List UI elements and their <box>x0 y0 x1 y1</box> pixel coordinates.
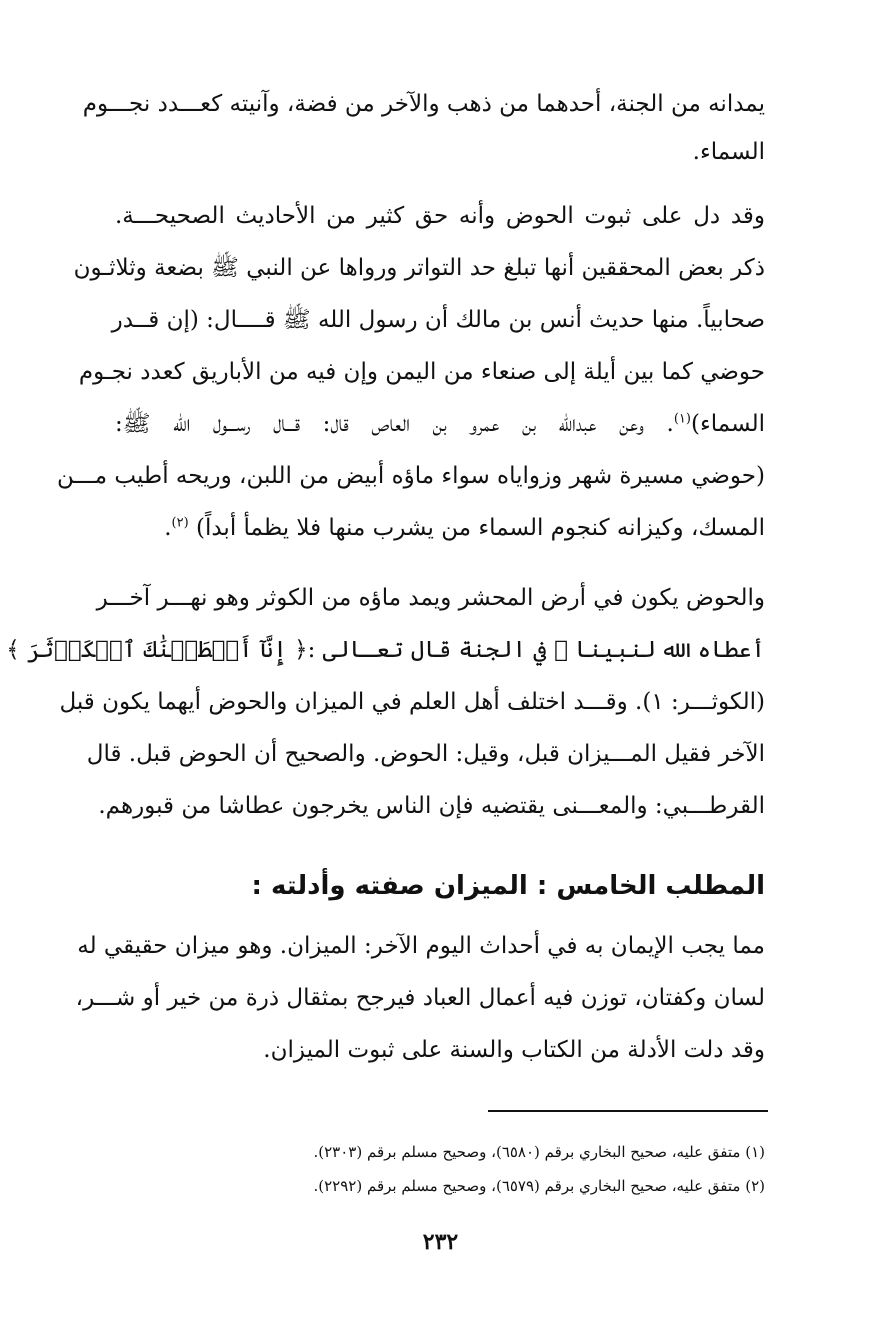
body-line-1: يمدانه من الجنة، أحدهما من ذهب والآخر من فضة، وآنيته كعـــدد نجـــوم <box>82 91 765 117</box>
body-line-13: الآخر فقيل المـــيزان قبل، وقيل: الحوض. والصحيح أن الحوض قبل. قال <box>86 741 765 767</box>
body-line-11: أعطاه الله لنبينا ﷺ في الجنة قال تعـالى :﴿ إِنَّآ أَعۡطَيۡنَٰكَ ٱلۡكَوۡثَرَ ﴾ <box>6 637 765 663</box>
body-line-16: لسان وكفتان، توزن فيه أعمال العباد فيرجح بمثقال ذرة من خير أو شـــر، <box>75 985 765 1011</box>
line-seven-dot: . <box>666 411 674 437</box>
body-line-12: (الكوثـــر: ١). وقـــد اختلف أهل العلم في الميزان والحوض أيهما يكون قبل <box>59 689 765 715</box>
body-line-17: وقد دلت الأدلة من الكتاب والسنة على ثبوت الميزان. <box>263 1037 765 1063</box>
body-line-14: القرطـــبي: والمعـــنى يقتضيه فإن الناس يخرجون عطاشا من قبورهم. <box>98 793 765 819</box>
section-heading: المطلب الخامس : الميزان صفته وأدلته : <box>251 871 765 901</box>
body-line-6: حوضي كما بين أيلة إلى صنعاء من اليمن وإن فيه من الأباريق كعدد نجـوم <box>78 359 765 385</box>
body-line-10: والحوض يكون في أرض المحشر ويمد ماؤه من الكوثر وهو نهـــر آخـــر <box>96 585 765 611</box>
line-seven-rest: وعن عبدالله بن عمرو بن العاص قال: قـــال رســـول الله ﷺ: <box>115 411 644 437</box>
footnote-ref-2[interactable]: (٢) <box>171 515 189 531</box>
footnote-divider <box>488 1110 768 1112</box>
body-line-4: ذكر بعض المحققين أنها تبلغ حد التواتر ورواها عن النبي ﷺ بضعة وثلاثـون <box>73 255 765 281</box>
line-nine-dot: . <box>164 515 172 541</box>
body-line-7 <box>115 404 765 444</box>
footnote-1: (١) متفق عليه، صحيح البخاري برقم (٦٥٨٠)، وصحيح مسلم برقم (٢٣٠٣). <box>313 1143 765 1161</box>
line-seven-start: السماء) <box>690 411 765 437</box>
line-nine-text: المسك، وكيزانه كنجوم السماء من يشرب منها فلا يظمأ أبداً) <box>195 515 765 541</box>
footnote-2: (٢) متفق عليه، صحيح البخاري برقم (٦٥٧٩)، وصحيح مسلم برقم (٢٢٩٢). <box>313 1177 765 1195</box>
body-line-8: (حوضي مسيرة شهر وزواياه سواء ماؤه أبيض من اللبن، وريحه أطيب مـــن <box>57 463 765 489</box>
body-line-15: مما يجب الإيمان به في أحداث اليوم الآخر: الميزان. وهو ميزان حقيقي له <box>77 933 765 959</box>
footnote-ref-1[interactable]: (١) <box>673 411 691 427</box>
body-line-5: صحابياً. منها حديث أنس بن مالك أن رسول الله ﷺ قــــال: (إن قــدر <box>111 307 765 333</box>
body-line-3: وقد دل على ثبوت الحوض وأنه حق كثير من الأحاديث الصحيحـــة. <box>115 203 765 229</box>
body-line-9 <box>115 508 765 548</box>
body-line-2: السماء. <box>692 139 765 165</box>
page-number: ٢٣٢ <box>422 1229 459 1255</box>
